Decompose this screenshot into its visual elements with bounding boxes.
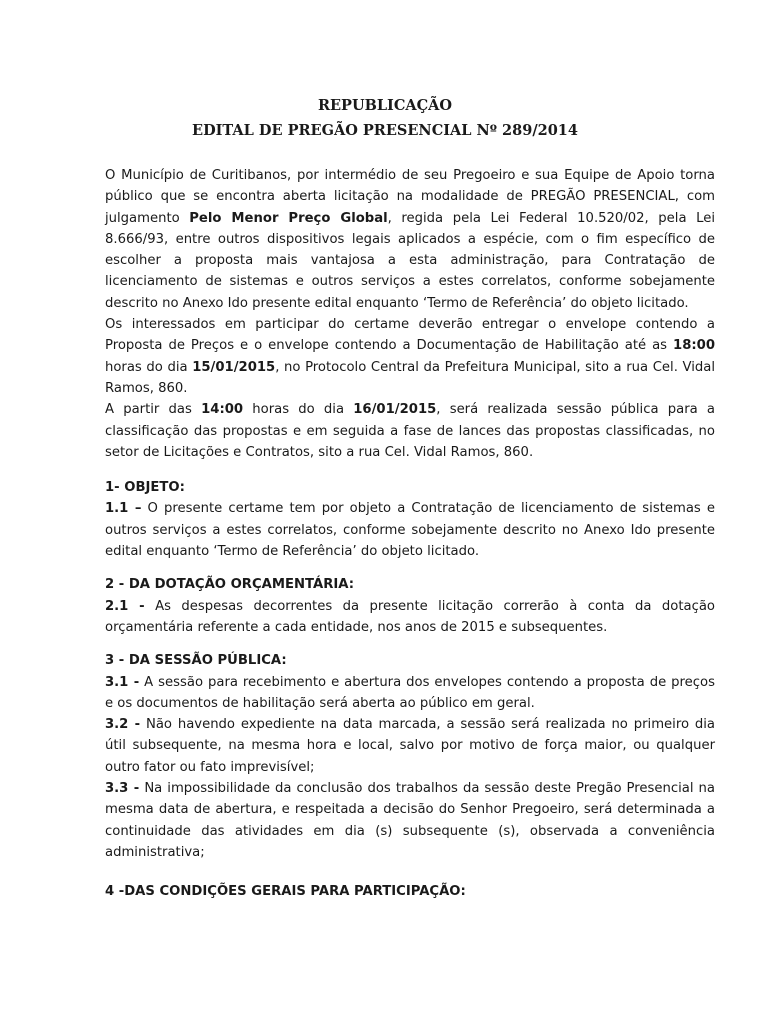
intro-p1-text-a: O Município de Curitibanos, por intermédio de seu Pregoeiro e sua Equipe de Apoio torna público que se encontra aberta licitação na modalidade de PREGÃO PRESENCIAL, com julgamento	[105, 168, 715, 226]
item-2-1	[105, 596, 715, 639]
delivery-date: 15/01/2015	[192, 359, 276, 375]
section-2-heading	[105, 574, 715, 595]
item-1-1-text: O presente certame tem por objeto a Contratação de licenciamento de sistemas e outros serviços a estes correlatos, conforme sobejamente descrito no Anexo Ido presente edital enquanto ‘Termo de Referência’ do objeto licitado.	[105, 501, 715, 560]
session-date: 16/01/2015	[353, 402, 437, 418]
item-2-1-number: 2.1 -	[105, 598, 145, 614]
session-time: 14:00	[201, 402, 244, 418]
intro-p2-text-c: , no Protocolo Central da Prefeitura Municipal, sito a rua Cel. Vidal Ramos, 860.	[105, 359, 716, 396]
section-1-heading-text: 1- OBJETO:	[105, 480, 185, 496]
intro-paragraph-3	[105, 399, 715, 463]
item-3-1	[105, 672, 715, 715]
section-1-heading	[105, 477, 715, 498]
section-3-heading-text: 3 - DA SESSÃO PÚBLICA:	[105, 653, 287, 669]
delivery-time: 18:00	[673, 338, 715, 354]
item-1-1	[105, 498, 715, 562]
republication-title: REPUBLICAÇÃO	[317, 97, 453, 114]
item-3-1-number: 3.1 -	[105, 674, 140, 690]
intro-p3-text-a: A partir das	[105, 402, 202, 418]
section-4-heading-text: 4 -DAS CONDIÇÕES GERAIS PARA PARTICIPAÇÃO:	[105, 884, 466, 900]
intro-paragraph-2	[105, 314, 715, 399]
judgment-criterion: Pelo Menor Preço Global	[189, 210, 388, 226]
section-4-heading	[105, 881, 715, 902]
item-3-1-text: A sessão para recebimento e abertura dos envelopes contendo a proposta de preços e os documentos de habilitação será aberta ao público em geral.	[105, 674, 715, 711]
item-3-2	[105, 714, 715, 778]
intro-p3-text-b: horas do dia	[243, 402, 354, 418]
item-3-2-number: 3.2 -	[105, 717, 141, 733]
item-1-1-number: 1.1 –	[105, 501, 142, 517]
item-3-2-text: Não havendo expediente na data marcada, a sessão será realizada no primeiro dia útil subsequente, na mesma hora e local, salvo por motivo de força maior, ou qualquer outro fator ou fato imprevisível;	[105, 717, 715, 775]
item-3-3	[105, 778, 715, 863]
intro-p1-text-b: , regida pela Lei Federal 10.520/02, pela Lei 8.666/93, entre outros dispositivos legais aplicados a espécie, com o fim específico de escolher a proposta mais vantajosa a esta administração, para Contratação de licenciamento de sistemas e outros serviços a estes correlatos, conforme sobejamente descrito no Anexo Ido presente edital enquanto ‘Termo de Referência’ do objeto licitado.	[105, 210, 715, 311]
intro-paragraph-1	[105, 165, 715, 314]
section-3-heading	[105, 650, 715, 671]
intro-p3-text-c: , será realizada sessão pública para a classificação das propostas e em seguida a fase de lances das propostas classificadas, no setor de Licitações e Contratos, sito a rua Cel. Vidal Ramos, 860.	[105, 402, 715, 460]
item-3-3-text: Na impossibilidade da conclusão dos trabalhos da sessão deste Pregão Presencial na mesma data de abertura, e respeitada a decisão do Senhor Pregoeiro, será determinada a continuidade das atividades em dia (s) subsequente (s), observada a conveniência administrativa;	[105, 781, 715, 860]
document-body	[105, 165, 715, 903]
intro-p2-text-b: horas do dia	[105, 359, 193, 375]
item-3-3-number: 3.3 -	[105, 781, 140, 797]
edital-title: EDITAL DE PREGÃO PRESENCIAL Nº 289/2014	[192, 122, 578, 139]
section-2-heading-text: 2 - DA DOTAÇÃO ORÇAMENTÁRIA:	[105, 577, 354, 593]
document-header	[0, 93, 770, 143]
item-2-1-text: As despesas decorrentes da presente licitação correrão à conta da dotação orçamentária referente a cada entidade, nos anos de 2015 e subsequentes.	[105, 598, 715, 635]
intro-p2-text-a: Os interessados em participar do certame deverão entregar o envelope contendo a Proposta de Preços e o envelope contendo a Documentação de Habilitação até as	[105, 317, 715, 354]
